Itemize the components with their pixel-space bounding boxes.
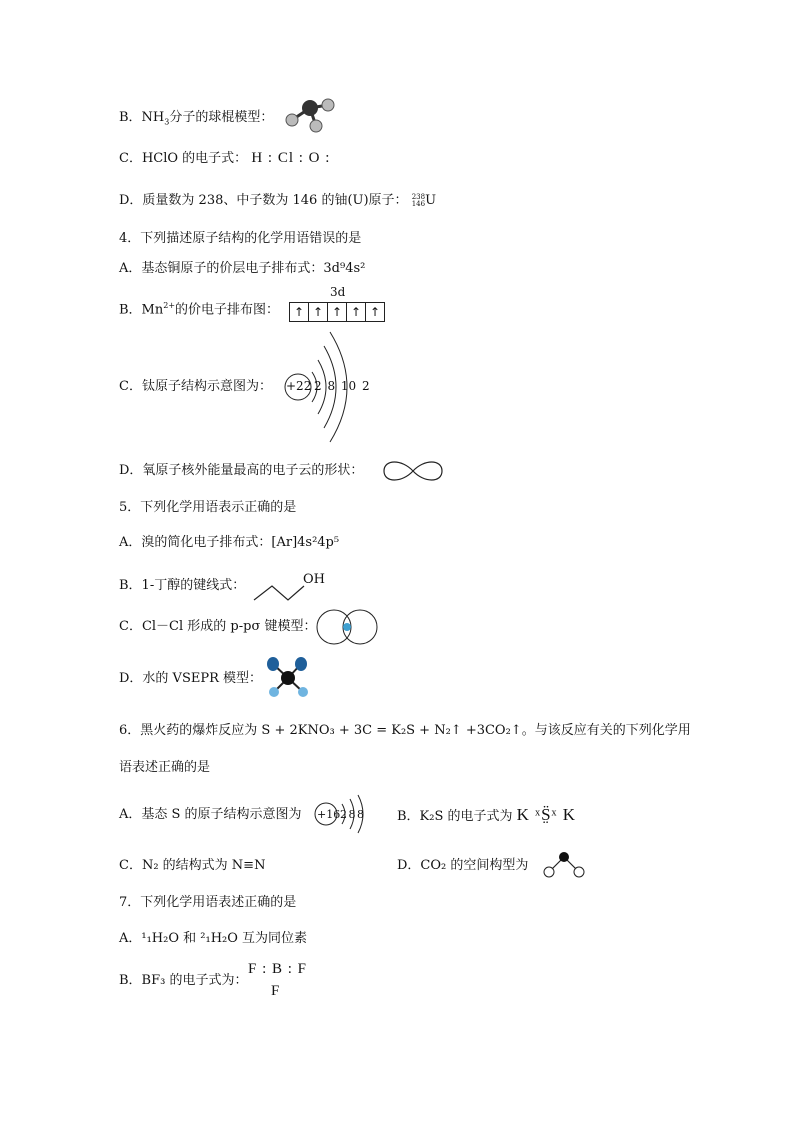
orbital-box: ↑ <box>365 302 385 322</box>
s-shell-counts: 2 8 8 <box>340 808 363 821</box>
q4-option-d: D．氧原子核外能量最高的电子云的形状： <box>119 463 364 478</box>
bf3-electron-formula-bottom: F <box>271 983 281 999</box>
q5-stem: 5．下列化学用语表示正确的是 <box>119 500 297 515</box>
ti-nucleus-label: +22 <box>286 379 312 393</box>
q7-stem: 7．下列化学用语表述正确的是 <box>119 895 297 910</box>
orbital-box: ↑ <box>346 302 366 322</box>
q6-option-b: B．K₂S 的电子式为 K ˣS̤̈ˣ K <box>397 805 576 824</box>
q6-stem-line1: 6．黑火药的爆炸反应为 S + 2KNO₃ + 3C = K₂S + N₂↑ +3CO₂↑。与该反应有关的下列化学用 <box>119 723 691 738</box>
q3-option-c: C．HClO 的电子式： H : Cl : O : <box>119 150 331 166</box>
mn-orbital-diagram <box>290 302 385 322</box>
sigma-bond-model <box>313 608 381 646</box>
orbital-box: ↑ <box>289 302 309 322</box>
nh3-ball-stick-model <box>280 96 340 136</box>
q5-option-a: A．溴的简化电子排布式：[Ar]4s²4p⁵ <box>119 535 340 550</box>
q6-option-c: C．N₂ 的结构式为 N≡N <box>119 858 266 873</box>
q5-option-b: B．1-丁醇的键线式： <box>119 578 246 593</box>
co2-bent-geometry-model <box>541 850 587 880</box>
q7-option-a: A．¹₁H₂O 和 ²₁H₂O 互为同位素 <box>119 931 308 946</box>
q7-option-b: B．BF₃ 的电子式为： <box>119 973 248 988</box>
p-orbital-dumbbell-shape <box>382 458 444 484</box>
orbital-3d-label: 3d <box>330 285 346 299</box>
q4-option-a: A．基态铜原子的价层电子排布式：3d⁹4s² <box>119 261 366 276</box>
k2s-electron-formula: K ˣS̤̈ˣ K <box>516 805 576 824</box>
q4-option-c: C．钛原子结构示意图为： <box>119 379 272 394</box>
orbital-box: ↑ <box>327 302 347 322</box>
q4-option-b: B．$Mn^{2+}$的价电子排布图： <box>119 301 280 318</box>
q5-option-d: D．水的 VSEPR 模型： <box>119 671 263 686</box>
oh-label: OH <box>303 572 325 587</box>
ti-shell-counts: 2 8 10 2 <box>314 379 370 393</box>
water-vsepr-model <box>264 655 314 701</box>
orbital-box: ↑ <box>308 302 328 322</box>
q4-stem: 4．下列描述原子结构的化学用语错误的是 <box>119 231 362 246</box>
q3-option-b: B．$NH_3$分子的球棍模型： <box>119 110 274 127</box>
s-nucleus-label: +16 <box>317 808 341 821</box>
uranium-nuclide: 238 146 <box>411 192 426 208</box>
q5-option-c: C．Cl－Cl 形成的 p-pσ 键模型： <box>119 619 317 634</box>
q6-option-d: D．CO₂ 的空间构型为 <box>397 858 529 873</box>
q6-option-a: A．基态 S 的原子结构示意图为 <box>119 807 302 822</box>
bf3-electron-formula-top: F : B : F <box>248 961 308 977</box>
q6-stem-line2: 语表述正确的是 <box>119 760 211 775</box>
q3-option-d: D．质量数为 238、中子数为 146 的铀(U)原子： 238 146U <box>119 192 437 208</box>
hclo-electron-formula: H : Cl : O : <box>251 150 331 166</box>
